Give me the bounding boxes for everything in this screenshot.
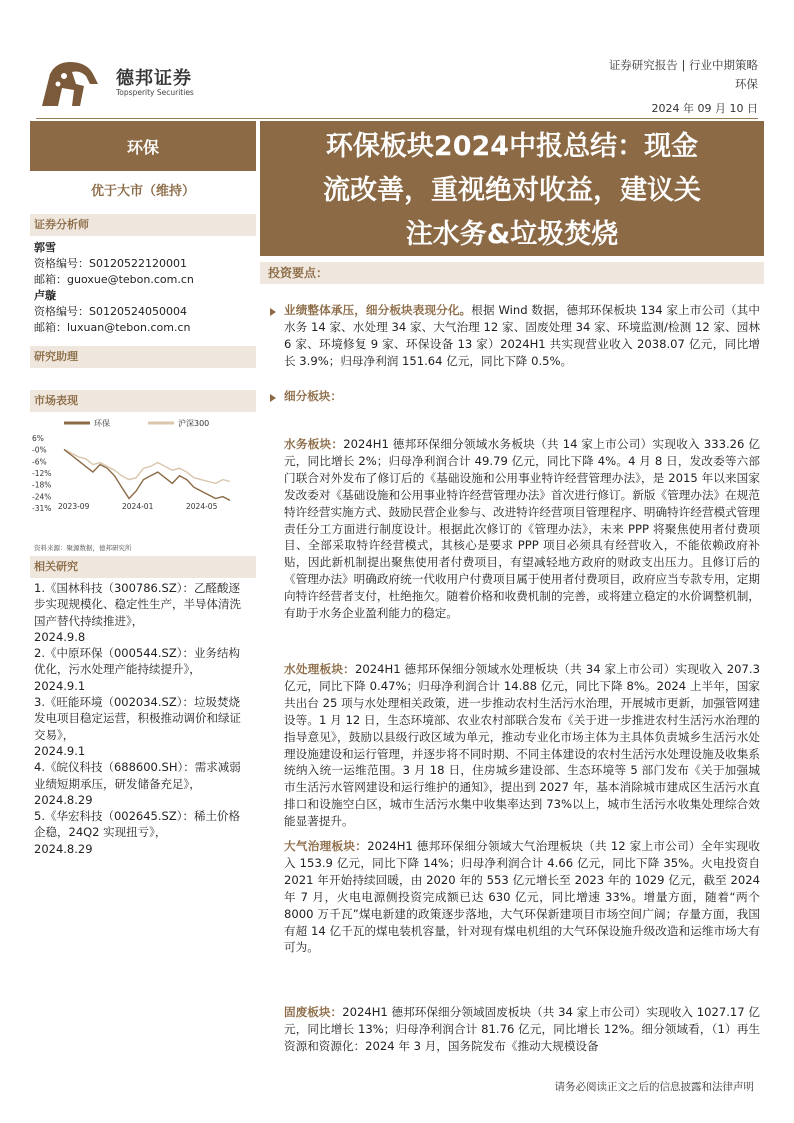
sector-label: 环保 [30,121,256,171]
related-title: 2.《中原环保（000544.SZ）：业务结构优化，污水处理产能持续提升》， [34,646,240,677]
related-date: 2024.9.8 [34,629,86,644]
title-line: 流改善，重视绝对收益，建议关 [323,175,701,206]
key-point-keyword: 业绩整体承压，细分板块表现分化。 [284,303,472,317]
segment-text: 2024H1 德邦环保细分领域固废板块（共 34 家上市公司）实现收入 1027.17 亿元，同比增长 13%；归母净利润合计 81.76 亿元，同比增长 12%。细分领域看，（1）再生资源和资源化：2024 年 3 月，国务院发布《推动大规模设备 [284,1005,760,1053]
related-date: 2024.9.1 [34,678,86,693]
key-points-heading: 投资要点： [260,262,764,284]
report-title [260,121,764,256]
report-type: 证券研究报告 | 行业中期策略 [608,58,758,72]
y-tick-label: -0% [32,445,47,455]
segment-keyword: 水务板块： [284,437,344,451]
related-item[interactable] [34,694,250,759]
air-segment-paragraph [284,838,760,956]
report-meta [609,56,758,94]
related-date: 2024.9.1 [34,743,86,758]
related-title: 5.《华宏科技（002645.SZ）：稀土价格企稳，24Q2 实现扭亏》， [34,809,240,840]
bullet-icon [270,394,276,402]
y-tick-label: 6% [32,434,44,443]
legend-label: 环保 [94,419,110,428]
analyst-name: 郭雪 [34,241,56,254]
legend-label: 沪深300 [178,419,210,428]
key-point-summary [284,302,760,370]
solid-waste-segment-paragraph [284,1004,760,1058]
chart-source: 资料来源：聚源数据，德邦研究所 [34,544,132,552]
report-sector: 环保 [735,77,758,91]
water-segment-paragraph [284,436,760,622]
segment-keyword: 大气治理板块： [284,839,368,853]
analyst-list [34,240,194,336]
report-date: 2024 年 09 月 10 日 [651,102,758,115]
x-tick-label: 2024-01 [122,502,154,511]
segment-text: 2024H1 德邦环保细分领域大气治理板块（共 12 家上市公司）全年实现收入 153.9 亿元，同比下降 14%；归母净利润合计 4.66 亿元，同比下降 35%。火电投资自 2021 年开始持续回暖，由 2020 年的 553 亿元增长至 2023 年的 1029 亿元，截至 2024 年 7 月，火电电源侧投资完成额已达 630 亿元，同比增速 33%。增量方面，随着“两个 8000 万千瓦”煤电新建的政策逐步落地，大气环保新建项目市场空间广阔；存量方面，我国有超 14 亿千瓦的煤电装机容量，针对现有煤电机组的大气环保设施升级改造和运维市场大有可为。 [284,839,760,955]
y-tick-label: -12% [32,469,52,478]
y-tick-label: -24% [32,492,52,502]
related-research-list [34,580,250,857]
y-tick-label: -6% [32,457,47,467]
segment-text: 2024H1 德邦环保细分领域水处理板块（共 34 家上市公司）实现收入 207.3 亿元，同比下降 0.47%；归母净利润合计 14.88 亿元，同比下降 8%。2024 上半年，国家共出台 25 项与水处理相关政策，进一步推动农村生活污水治理，开展城市更新，加强管网建设等。1 月 12 日，生态环境部、农业农村部联合发布《关于进一步推进农村生活污水治理的指导意见》，鼓励以县级行政区域为单元，推动专业化市场主体为主具体负责城乡生活污水处理设施建设和运行管理，并逐步将不同时期、不同主体建设的农村生活污水处理设施及收集系统纳入统一运维范围。3 月 18 日，住房城乡建设部、生态环境等 5 部门发布《关于加强城市生活污水管网建设和运行维护的通知》，提出到 2027 年，基本消除城市建成区生活污水直排口和设施空白区，城市生活污水集中收集率达到 73%以上，城市生活污水收集处理综合效能显著提升。 [284,662,760,829]
water-treatment-segment-paragraph [284,661,760,830]
logo-text-en: Topsperity Securities [116,88,194,97]
related-title: 1.《国林科技（300786.SZ）：乙醛酸逐步实现规模化、稳定性生产，半导体清洗国产替代持续推进》， [34,581,241,628]
assistant-section-heading: 研究助理 [30,346,256,368]
logo-text-cn: 德邦证券 [116,68,192,89]
related-item[interactable] [34,808,250,857]
x-tick-label: 2023-09 [58,502,90,511]
related-date: 2024.8.29 [34,792,93,807]
market-section-heading: 市场表现 [30,390,256,412]
analyst-section-heading: 证券分析师 [30,214,256,236]
analyst-name: 卢璇 [34,289,56,302]
related-date: 2024.8.29 [34,841,93,856]
related-item[interactable] [34,645,250,694]
analyst-email[interactable]: 邮箱：luxuan@tebon.com.cn [34,321,191,334]
title-line: 环保板块2024中报总结：现金 [325,131,699,162]
analyst-cert: 资格编号：S0120524050004 [34,305,187,318]
bullet-icon [270,308,276,316]
related-section-heading: 相关研究 [30,556,256,578]
segment-keyword: 固废板块： [284,1005,343,1019]
key-point-text: 根据 Wind 数据，德邦环保板块 134 家上市公司（其中水务 14 家、水处理 34 家、大气治理 12 家、固废处理 34 家、环境监测/检测 12 家、园林 6 家、环境修复 9 家、环保设备 13 家）2024H1 共实现营业收入 2038.07 亿元，同比增长 3.9%；归母净利润 151.64 亿元，同比下降 0.5%。 [284,303,760,368]
y-tick-label: -31% [32,504,52,513]
segment-text: 2024H1 德邦环保细分领域水务板块（共 14 家上市公司）实现收入 333.26 亿元，同比增长 2%；归母净利润合计 49.79 亿元，同比下降 4%。4 月 8 日，发改委等六部门联合对外发布了修订后的《基础设施和公用事业特许经营管理办法》，是 2015 年以来国家发改委对《基础设施和公用事业特许经营管理办法》首次进行修订。新版《管理办法》在规范特许经营实施方式、鼓励民营企业参与、改进特许经营项目管理程序、明确特许经营模式管理责任分工方面进行制度设计。根据此次修订的《管理办法》，未来 PPP 将聚焦使用者付费项目、全部采取特许经营模式，其核心是要求 PPP 项目必须具有经营收入，不能依赖政府补贴，因此新机制提出聚焦使用者付费项目，有望减轻地方政府的财政支出压力。且修订后的《管理办法》明确政府统一代收用户付费项目属于使用者付费项目，政府应当专款专用，定期向特许经营者支付，杜绝拖欠。随着价格和收费机制的完善，或将建立稳定的水价调整机制，有助于水务企业盈利能力的稳定。 [284,437,760,621]
footer-disclaimer: 请务必阅读正文之后的信息披露和法律声明 [554,1081,754,1093]
company-logo [36,54,106,114]
header-divider [36,118,758,119]
rating: 优于大市（维持） [90,184,195,199]
title-line: 注水务&垃圾焚烧 [405,219,619,250]
analyst-email[interactable]: 邮箱：guoxue@tebon.com.cn [34,273,194,286]
y-tick-label: -18% [32,480,52,490]
analyst-cert: 资格编号：S0120522120001 [34,257,187,270]
x-tick-label: 2024-05 [186,502,218,511]
related-title: 4.《皖仪科技（688600.SH）：需求减弱业绩短期承压，研发储备充足》， [34,760,241,791]
related-item[interactable] [34,759,250,808]
related-title: 3.《旺能环境（002034.SZ）：垃圾焚烧发电项目稳定运营，积极推动调价和绿证交易》， [34,695,241,742]
market-performance-chart [30,414,256,526]
segment-keyword: 水处理板块： [284,662,355,676]
related-item[interactable] [34,580,250,645]
key-point-segments [284,388,760,405]
series-line [64,449,230,500]
key-point-keyword: 细分板块： [284,389,342,403]
